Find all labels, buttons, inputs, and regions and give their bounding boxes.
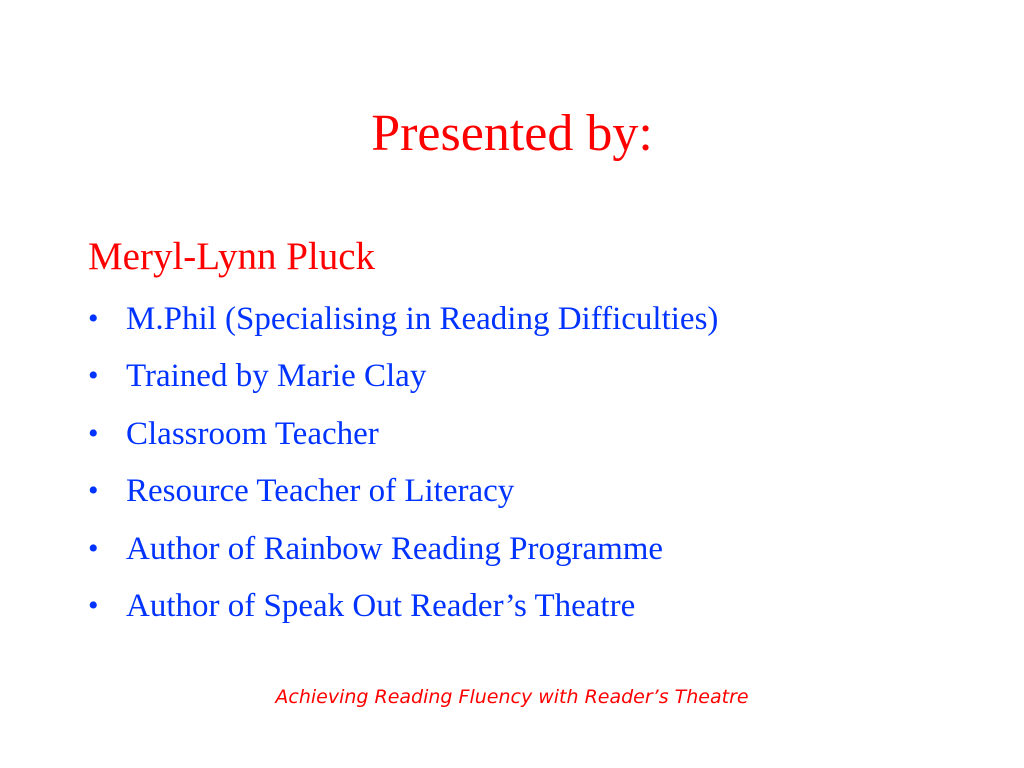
bullet-icon: •: [88, 359, 99, 393]
list-item-text: Author of Rainbow Reading Programme: [126, 530, 664, 567]
list-item: [88, 522, 718, 579]
list-item: [88, 407, 718, 464]
list-item-text: Trained by Marie Clay: [126, 358, 427, 395]
list-item-text: M.Phil (Specialising in Reading Difficulties): [126, 301, 719, 337]
slide-title: Presented by:: [371, 105, 653, 162]
slide-footer: Achieving Reading Fluency with Reader’s Theatre: [275, 686, 749, 708]
bullet-icon: •: [88, 302, 99, 335]
bullet-icon: •: [88, 531, 99, 565]
list-item: [88, 349, 718, 406]
list-item: [88, 464, 718, 521]
bullet-icon: •: [88, 474, 99, 508]
list-item-text: Resource Teacher of Literacy: [126, 473, 515, 510]
list-item-text: Classroom Teacher: [126, 415, 379, 452]
list-item-text: Author of Speak Out Reader’s Theatre: [126, 587, 636, 624]
list-item: [88, 292, 718, 349]
credentials-list: [88, 292, 718, 636]
bullet-icon: •: [88, 588, 99, 622]
list-item: [88, 579, 718, 636]
bullet-icon: •: [88, 416, 99, 450]
presenter-name: Meryl-Lynn Pluck: [88, 235, 376, 278]
